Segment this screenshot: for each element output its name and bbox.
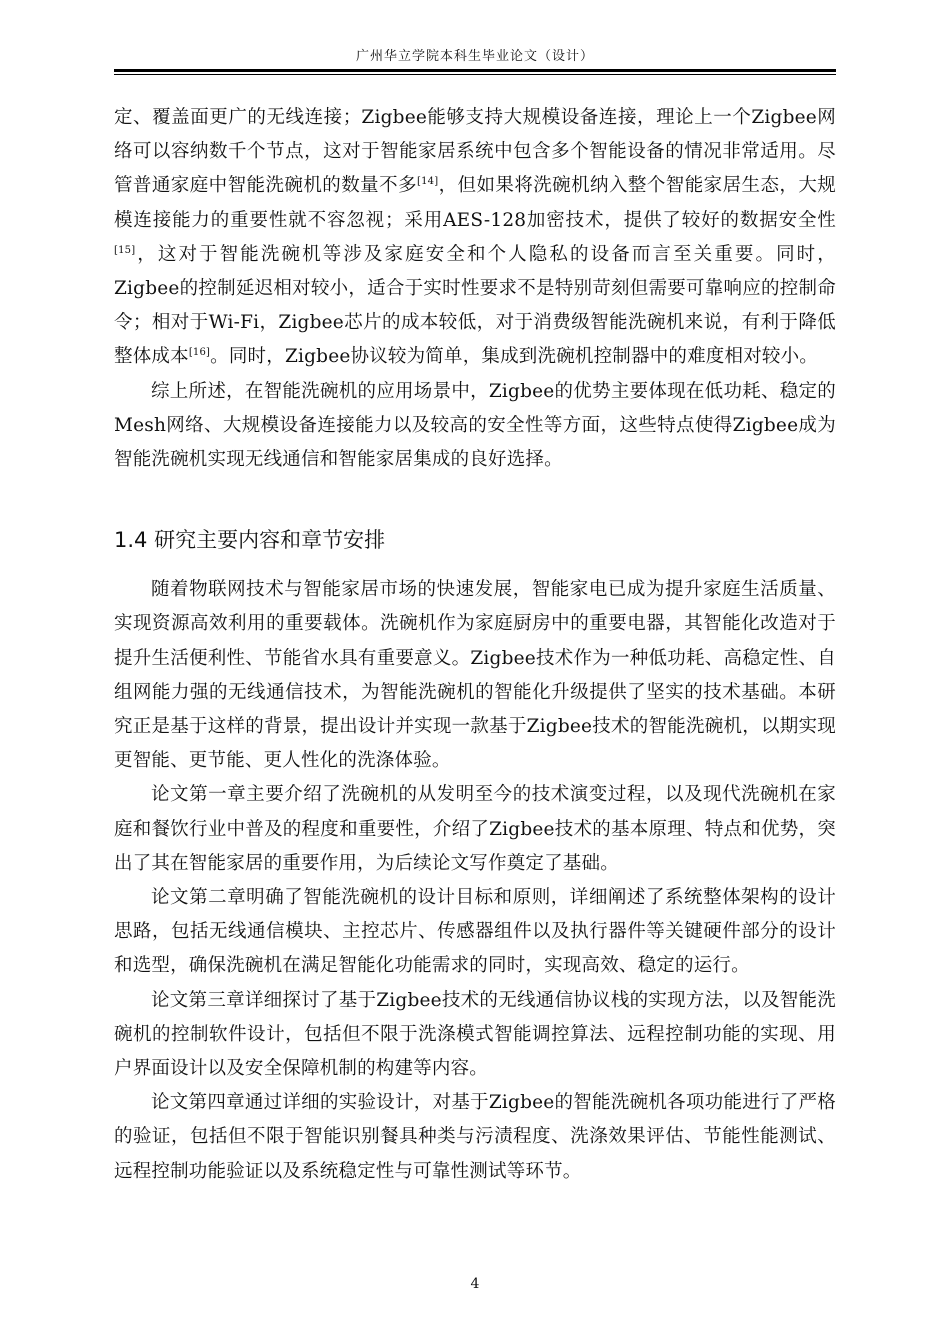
paragraph-text: 。同时，Zigbee协议较为简单，集成到洗碗机控制器中的难度相对较小。	[210, 346, 818, 368]
body-paragraph: 论文第四章通过详细的实验设计，对基于Zigbee的智能洗碗机各项功能进行了严格的验证，包括但不限于智能识别餐具种类与污渍程度、洗涤效果评估、节能性能测试、远程控制功能验证以及系统稳定性与可靠性测试等环节。	[114, 1092, 836, 1182]
page-body	[114, 101, 836, 1189]
citation-15: [15]	[114, 244, 136, 256]
body-paragraph: 论文第一章主要介绍了洗碗机的从发明至今的技术演变过程，以及现代洗碗机在家庭和餐饮行业中普及的程度和重要性，介绍了Zigbee技术的基本原理、特点和优势，突出了其在智能家居的重要作用，为后续论文写作奠定了基础。	[114, 784, 836, 874]
page-number: 4	[470, 1276, 480, 1292]
section-heading: 1.4 研究主要内容和章节安排	[114, 528, 386, 553]
paragraph-text: ，这对于智能洗碗机等涉及家庭安全和个人隐私的设备而言至关重要。同时，Zigbee的控制延迟相对较小，适合于实时性要求不是特别苛刻但需要可靠响应的控制命令；相对于Wi-Fi，Zigbee芯片的成本较低，对于消费级智能洗碗机来说，有利于降低整体成本	[114, 243, 836, 368]
body-paragraph: 随着物联网技术与智能家居市场的快速发展，智能家电已成为提升家庭生活质量、实现资源高效利用的重要载体。洗碗机作为家庭厨房中的重要电器，其智能化改造对于提升生活便利性、节能省水具有重要意义。Zigbee技术作为一种低功耗、高稳定性、自组网能力强的无线通信技术，为智能洗碗机的智能化升级提供了坚实的技术基础。本研究正是基于这样的背景，提出设计并实现一款基于Zigbee技术的智能洗碗机，以期实现更智能、更节能、更人性化的洗涤体验。	[114, 579, 836, 772]
paragraph-text: 定、覆盖面更广的无线连接；Zigbee能够支持大规模设备连接，理论上一个Zigbee网络可以容纳数千个节点，这对于智能家居系统中包含多个智能设备的情况非常适用。尽管普通家庭中智能洗碗机的数量不多	[114, 107, 836, 197]
citation-16: [16]	[188, 347, 211, 359]
body-paragraph	[114, 101, 836, 375]
paragraph-text: ，但如果将洗碗机纳入整个智能家居生态，大规模连接能力的重要性就不容忽视；采用AES-128加密技术，提供了较好的数据安全性	[114, 175, 837, 231]
header-rule-thin	[114, 74, 836, 75]
body-paragraph: 综上所述，在智能洗碗机的应用场景中，Zigbee的优势主要体现在低功耗、稳定的Mesh网络、大规模设备连接能力以及较高的安全性等方面，这些特点使得Zigbee成为智能洗碗机实现无线通信和智能家居集成的良好选择。	[114, 380, 836, 471]
body-paragraph: 论文第三章详细探讨了基于Zigbee技术的无线通信协议栈的实现方法，以及智能洗碗机的控制软件设计，包括但不限于洗涤模式智能调控算法、远程控制功能的实现、用户界面设计以及安全保障机制的构建等内容。	[114, 989, 836, 1080]
body-paragraph: 论文第二章明确了智能洗碗机的设计目标和原则，详细阐述了系统整体架构的设计思路，包括无线通信模块、主控芯片、传感器组件以及执行器件等关键硬件部分的设计和选型，确保洗碗机在满足智能化功能需求的同时，实现高效、稳定的运行。	[114, 887, 836, 977]
citation-14: [14]	[417, 176, 439, 188]
header-rule-thick	[114, 69, 836, 72]
running-header: 广州华立学院本科生毕业论文（设计）	[355, 49, 594, 64]
